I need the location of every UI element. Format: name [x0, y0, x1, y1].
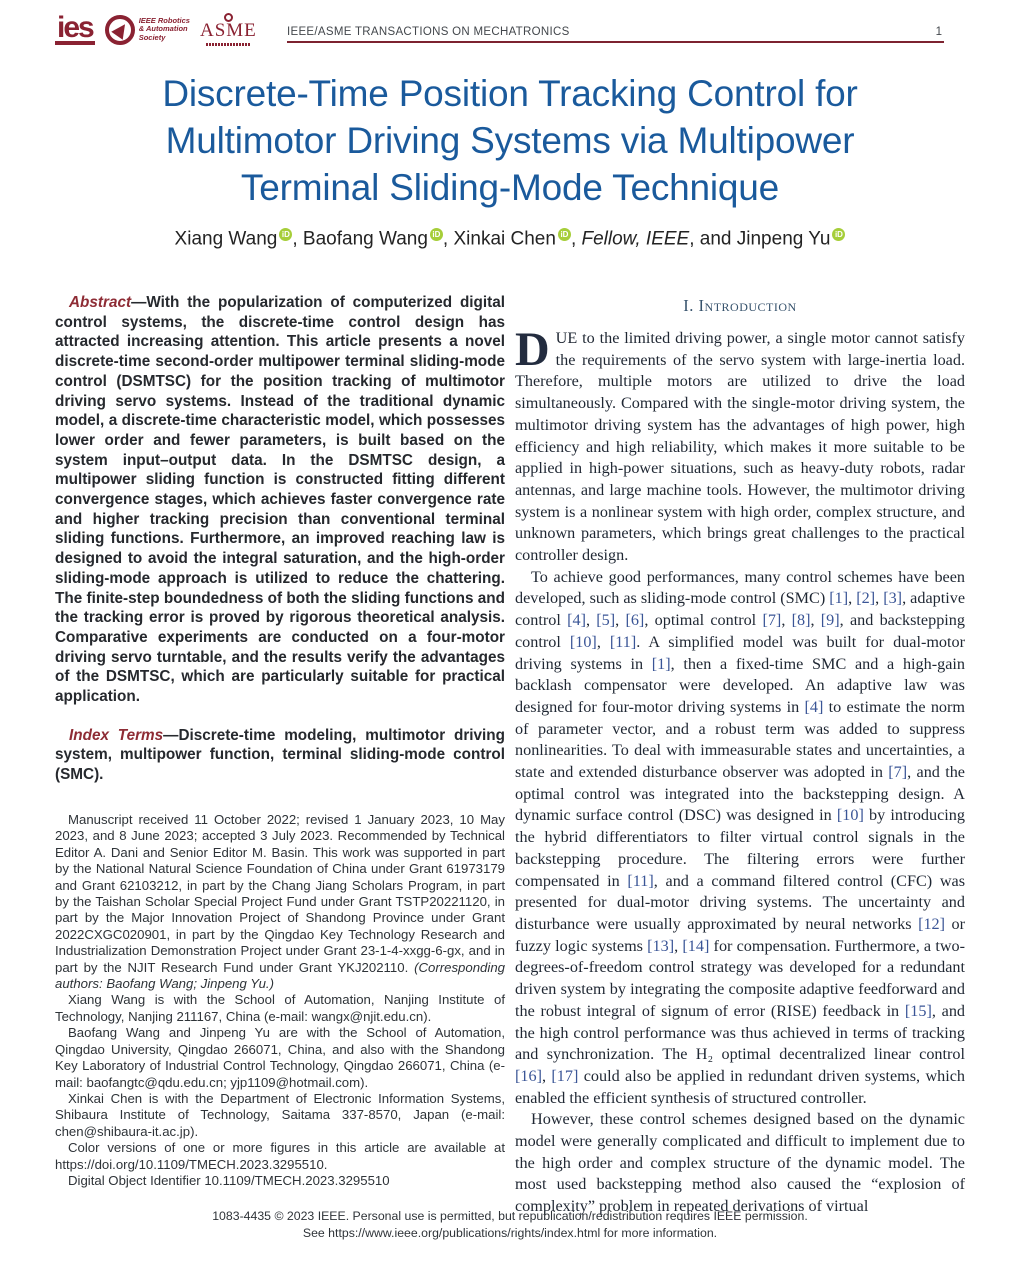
- ies-logo-icon: ies: [57, 10, 93, 44]
- footnote-affiliation-chen: Xinkai Chen is with the Department of Electronic Information Systems, Shibaura Institute of Technology, Saitama 337-8570, Japan (e-mail: chen@shibaura-it.ac.jp).: [55, 1090, 505, 1139]
- footnote-corresponding-authors: (Corresponding authors: Baofang Wang; Jinpeng Yu.): [55, 959, 505, 992]
- drop-cap: D: [515, 323, 550, 376]
- abstract-label: Abstract: [69, 294, 132, 311]
- title-line-2: Multimotor Driving Systems via Multipower: [165, 120, 855, 161]
- orcid-icon: iD: [558, 228, 571, 241]
- rights-url-line: See https://www.ieee.org/publications/rights/index.html for more information.: [302, 1226, 718, 1240]
- author-name: Jinpeng Yu: [736, 228, 831, 250]
- ras-text-line3: Society: [138, 32, 166, 42]
- footnote-affiliation-wang-yu: Baofang Wang and Jinpeng Yu are with the School of Automation, Qingdao University, Qingdao 266071, China, and also with the Shandong Key Laboratory of Industrial Control Technology, Qingdao 266071, China (e-mail: baofangtc@qdu.edu.cn; yjp1109@hotmail.com).: [55, 1025, 505, 1090]
- author-name: Baofang Wang: [302, 228, 428, 250]
- page-number: 1: [935, 26, 942, 38]
- asme-tagline: [206, 43, 250, 46]
- intro-paragraph-3: However, these control schemes designed based on the dynamic model were generally complicated and difficult to implement due to the high order and complex structure of the dynamic model. The most used backstepping method also caused the “explosion of complexity” problem in repeated derivations of virtual: [515, 1110, 965, 1216]
- author-name: Xinkai Chen: [453, 228, 556, 250]
- footnote-manuscript-text: Manuscript received 11 October 2022; revised 1 January 2023, 10 May 2023, and 8 June 2023; accepted 3 July 2023. Recommended by Technical Editor A. Dani and Senior Editor M. Basin. This work was supported in part by the National Natural Science Foundation of China under Grant 61973179 and Grant 62103212, in part by the Chang Jiang Scholars Program, in part by the Taishan Scholar Special Project Fund under Grant TSTP20221120, in part by the Major Innovation Project of Shandong Province under Grant 2022CXGC020901, in part by the Qingdao Key Technology Research and Industrialization Demonstration Project under Grant 23-1-4-xxgg-6-gx, and in part by the NJIT Research Fund under Grant YKJ202110.: [55, 812, 505, 975]
- asme-logo: [200, 13, 257, 46]
- orcid-icon: iD: [832, 228, 845, 241]
- introduction-body: [515, 323, 966, 1218]
- ras-logo-text: [139, 17, 190, 43]
- abstract-paragraph: [55, 293, 505, 707]
- journal-name: IEEE/ASME TRANSACTIONS ON MECHATRONICS: [287, 26, 570, 38]
- orcid-icon: iD: [430, 228, 443, 241]
- two-column-body: [55, 293, 965, 1218]
- author-separator: , and: [689, 228, 737, 250]
- author-separator: ,: [292, 228, 303, 250]
- footnote-manuscript-history: [55, 812, 505, 992]
- index-terms-text: —Discrete-time modeling, multimotor driving system, multipower function, terminal sliding-mode control (SMC).: [55, 726, 505, 784]
- author-line: [0, 228, 1020, 250]
- ras-text-line2: & Automation: [138, 24, 188, 34]
- header-rule: [287, 41, 944, 43]
- ras-emblem-icon: [105, 15, 135, 45]
- copyright-line: 1083-4435 © 2023 IEEE. Personal use is permitted, but republication/redistribution requires IEEE permission.: [212, 1209, 808, 1223]
- author-name: Xiang Wang: [174, 228, 278, 250]
- page-header: [0, 0, 1020, 60]
- left-column: [55, 293, 505, 1218]
- first-page-footnote: [55, 812, 505, 1189]
- abstract-text: —With the popularization of computerized digital control systems, the discrete-time control design has attracted increasing attention. This article presents a novel discrete-time second-order multipower terminal sliding-mode control (DSMTSC) for the position tracking of multimotor driving servo systems. Instead of the traditional dynamic model, a discrete-time characteristic model, which possesses lower order and fewer parameters, is built based on the system input–output data. In the DSMTSC design, a multipower sliding function is constructed fitting different convergence stages, which achieves faster convergence rate and higher tracking precision than conventional terminal sliding functions. Furthermore, an improved reaching law is designed to avoid the integral saturation, and the high-order sliding-mode approach is utilized to reduce the chattering. The finite-step boundedness of both the sliding functions and the tracking error is proved by rigorous theoretical analysis. Comparative experiments are conducted on a four-motor driving servo turntable, and the results verify the advantages of the DSMTSC, which are particularly suitable for practical application.: [55, 294, 505, 706]
- footnote-doi: Digital Object Identifier 10.1109/TMECH.2023.3295510: [68, 1172, 390, 1188]
- section-heading-introduction: I. Introduction: [683, 296, 797, 315]
- index-terms-paragraph: [55, 726, 505, 785]
- right-column: [515, 293, 965, 1218]
- title-line-1: Discrete-Time Position Tracking Control for: [162, 73, 858, 114]
- author-fellow-designation: Fellow, IEEE: [581, 228, 690, 250]
- ieee-ras-logo: [105, 15, 190, 45]
- title-line-3: Terminal Sliding-Mode Technique: [240, 167, 780, 208]
- intro-paragraph-1-text: UE to the limited driving power, a single motor cannot satisfy the requirements of the servo system with large-inertia load. Therefore, multiple motors are utilized to drive the load simultaneously. Compared with the single-motor driving system, the multimotor driving system has the advantages of high power, high efficiency and high reliability, which makes it more suitable to be applied in high-power situations, such as heavy-duty robots, radar antennas, and large machine tools. However, the multimotor driving system is a nonlinear system with high order, complex structure, and unknown parameters, which brings great challenges to the practical controller design.: [515, 329, 965, 565]
- footnote-affiliation-wang: Xiang Wang is with the School of Automation, Nanjing Institute of Technology, Nanjing 211167, China (e-mail: wangx@njit.edu.cn).: [55, 992, 505, 1024]
- orcid-icon: iD: [279, 228, 292, 241]
- author-separator: ,: [442, 228, 454, 250]
- publisher-logos: [55, 10, 257, 46]
- author-separator: ,: [570, 228, 582, 250]
- asme-logo-text: ASME: [199, 20, 257, 41]
- footnote-color-versions-note: Color versions of one or more figures in this article are available at https://doi.org/10.1109/TMECH.2023.3295510.: [55, 1140, 505, 1172]
- ras-text-line1: IEEE Robotics: [138, 15, 190, 25]
- copyright-footer: [0, 1208, 1020, 1242]
- intro-paragraph-1: [515, 323, 965, 567]
- intro-paragraph-2: To achieve good performances, many control schemes have been developed, such as sliding-mode control (SMC) [1], [2], [3], adaptive control [4], [5], [6], optimal control [7], [8], [9], and backstepping control [10], [11]. A simplified model was built for dual-motor driving systems in [1], then a fixed-time SMC and a high-gain backlash compensator were developed. An adaptive law was designed for four-motor driving systems in [4] to estimate the norm of parameter vector, and a robust term was added to suppress nonlinearities. To deal with immeasurable states and uncertainties, a state and extended disturbance observer was adopted in [7], and the optimal control was integrated into the backstepping design. A dynamic surface control (DSC) was designed in [10] by introducing the hybrid differentiators to filter virtual control signals in the backstepping procedure. The filtering errors were further compensated in [11], and a command filtered control (CFC) was presented for dual-motor driving systems. The uncertainty and disturbance were usually approximated by neural networks [12] or fuzzy logic systems [13], [14] for compensation. Furthermore, a two-degrees-of-freedom control strategy was developed for a redundant driven system by integrating the composite adaptive feedforward and the robust integral of signum of error (RISE) feedback in [15], and the high control performance was thus achieved in terms of tracking and synchronization. The H₂ optimal decentralized linear control [16], [17] could also be applied in redundant driven systems, which enabled the efficient synthesis of structured controller.: [515, 567, 966, 1107]
- index-terms-label: Index Terms: [69, 726, 164, 744]
